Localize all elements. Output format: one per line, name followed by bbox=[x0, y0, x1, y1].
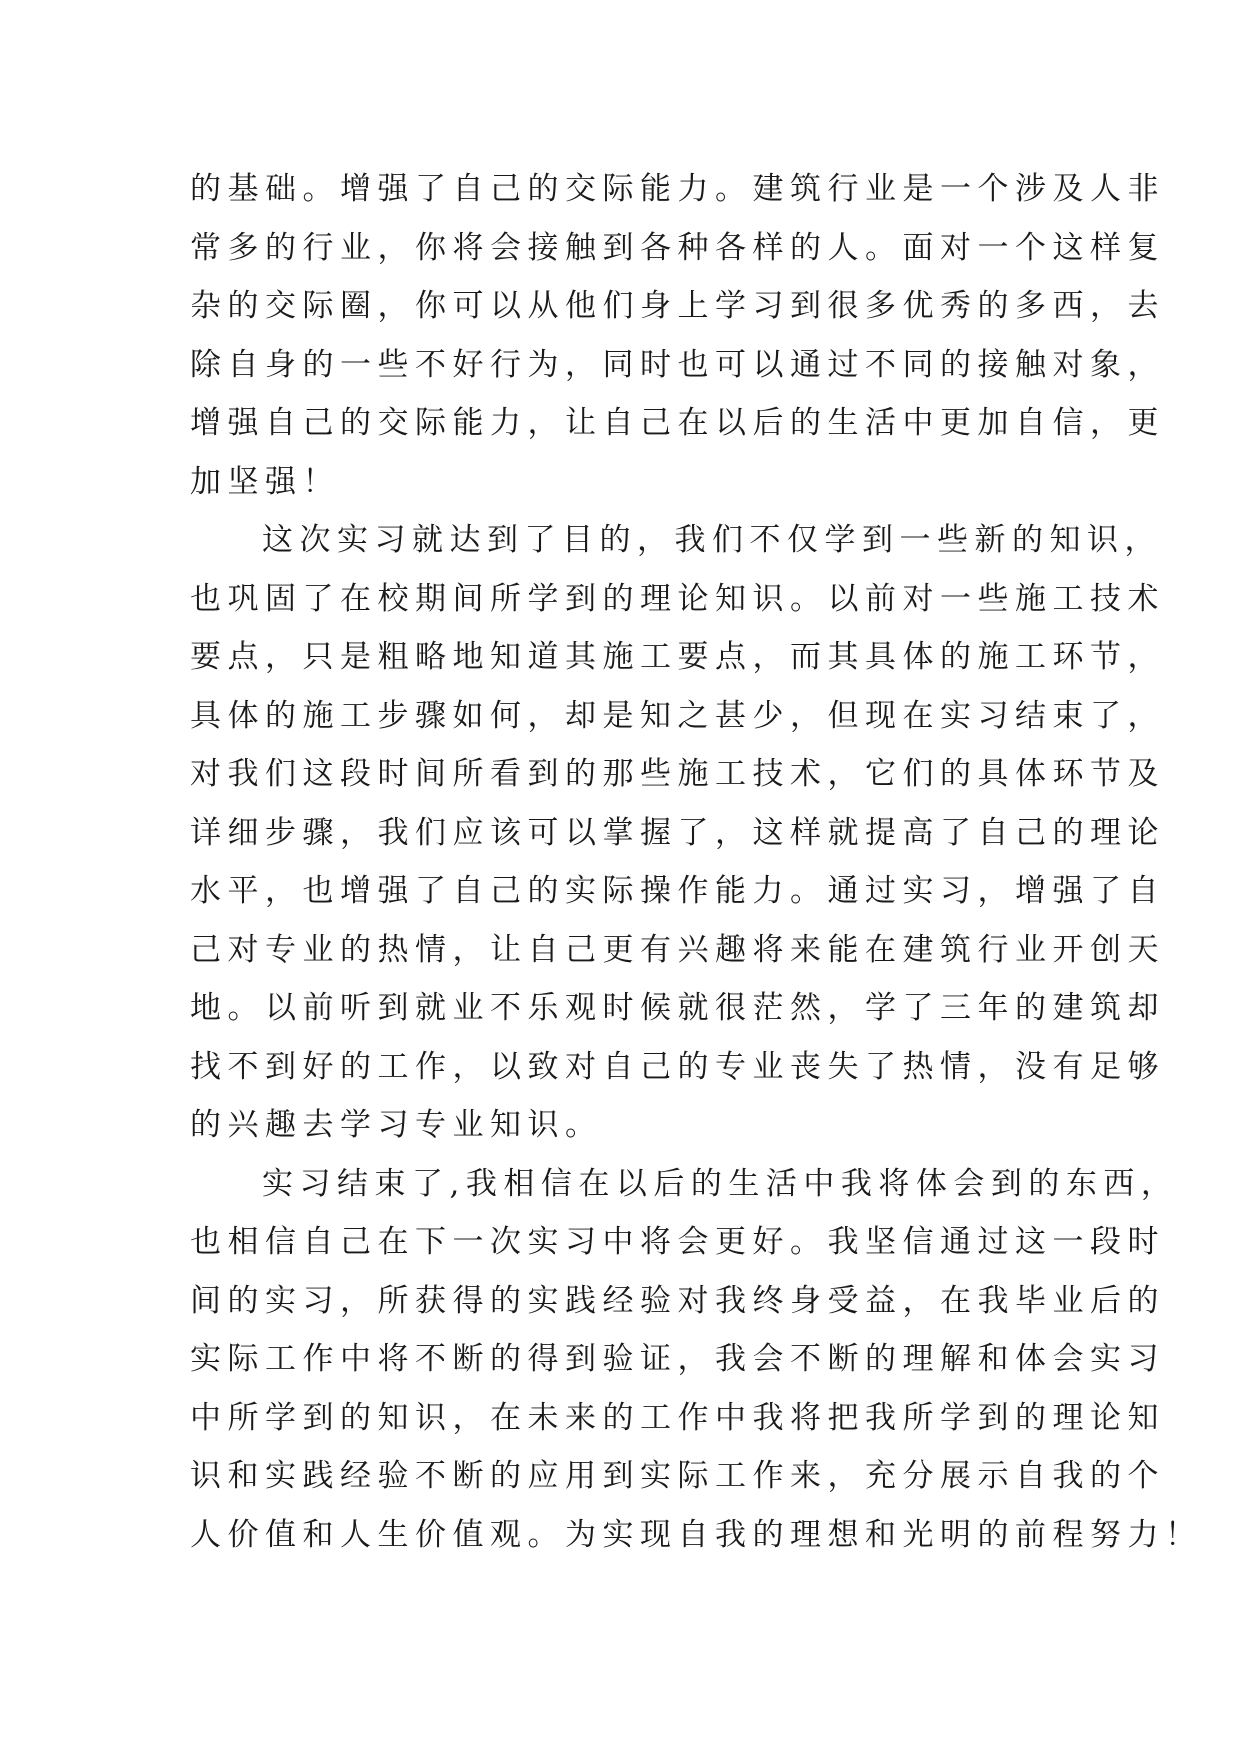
text-line: 识和实践经验不断的应用到实际工作来，充分展示自我的个 bbox=[190, 1458, 1165, 1494]
text-line: 间的实习，所获得的实践经验对我终身受益，在我毕业后的 bbox=[190, 1282, 1165, 1319]
body-text bbox=[190, 160, 1203, 1564]
text-line: 地。以前听到就业不乐观时候就很茫然，学了三年的建筑却 bbox=[190, 990, 1165, 1026]
text-line: 也相信自己在下一次实习中将会更好。我坚信通过这一段时 bbox=[190, 1224, 1165, 1260]
paragraph-2 bbox=[190, 511, 1165, 1155]
text-line: 要点，只是粗略地知道其施工要点，而其具体的施工环节， bbox=[190, 639, 1165, 675]
text-line: 具体的施工步骤如何，却是知之甚少，但现在实习结束了， bbox=[190, 697, 1165, 734]
text-line: 己对专业的热情，让自己更有兴趣将来能在建筑行业开创天 bbox=[190, 931, 1165, 968]
text-line: 的基础。增强了自己的交际能力。建筑行业是一个涉及人非 bbox=[190, 171, 1165, 207]
text-line: 详细步骤，我们应该可以掌握了，这样就提高了自己的理论 bbox=[190, 814, 1165, 851]
text-line: 找不到好的工作，以致对自己的专业丧失了热情，没有足够 bbox=[190, 1048, 1165, 1085]
text-line: 增强自己的交际能力，让自己在以后的生活中更加自信，更 bbox=[190, 405, 1165, 441]
text-line: 中所学到的知识，在未来的工作中我将把我所学到的理论知 bbox=[190, 1399, 1165, 1436]
text-line: 对我们这段时间所看到的那些施工技术，它们的具体环节及 bbox=[190, 756, 1165, 792]
paragraph-3 bbox=[190, 1155, 1203, 1565]
text-line: 的兴趣去学习专业知识。 bbox=[190, 1107, 603, 1143]
text-line: 也巩固了在校期间所学到的理论知识。以前对一些施工技术 bbox=[190, 580, 1165, 617]
text-line: 加坚强！ bbox=[190, 463, 340, 500]
text-line: 水平，也增强了自己的实际操作能力。通过实习，增强了自 bbox=[190, 873, 1165, 909]
text-line-first: 这次实习就达到了目的，我们不仅学到一些新的知识， bbox=[262, 522, 1162, 558]
text-line-first: 实习结束了,我相信在以后的生活中我将体会到的东西， bbox=[262, 1165, 1179, 1202]
text-line: 除自身的一些不好行为，同时也可以通过不同的接触对象， bbox=[190, 346, 1165, 383]
paragraph-1 bbox=[190, 160, 1165, 511]
text-line: 常多的行业，你将会接触到各种各样的人。面对一个这样复 bbox=[190, 229, 1165, 266]
text-line: 杂的交际圈，你可以从他们身上学习到很多优秀的多西，去 bbox=[190, 288, 1165, 324]
text-line: 实际工作中将不断的得到验证，我会不断的理解和体会实习 bbox=[190, 1341, 1165, 1377]
text-line: 人价值和人生价值观。为实现自我的理想和光明的前程努力！ bbox=[190, 1516, 1203, 1553]
